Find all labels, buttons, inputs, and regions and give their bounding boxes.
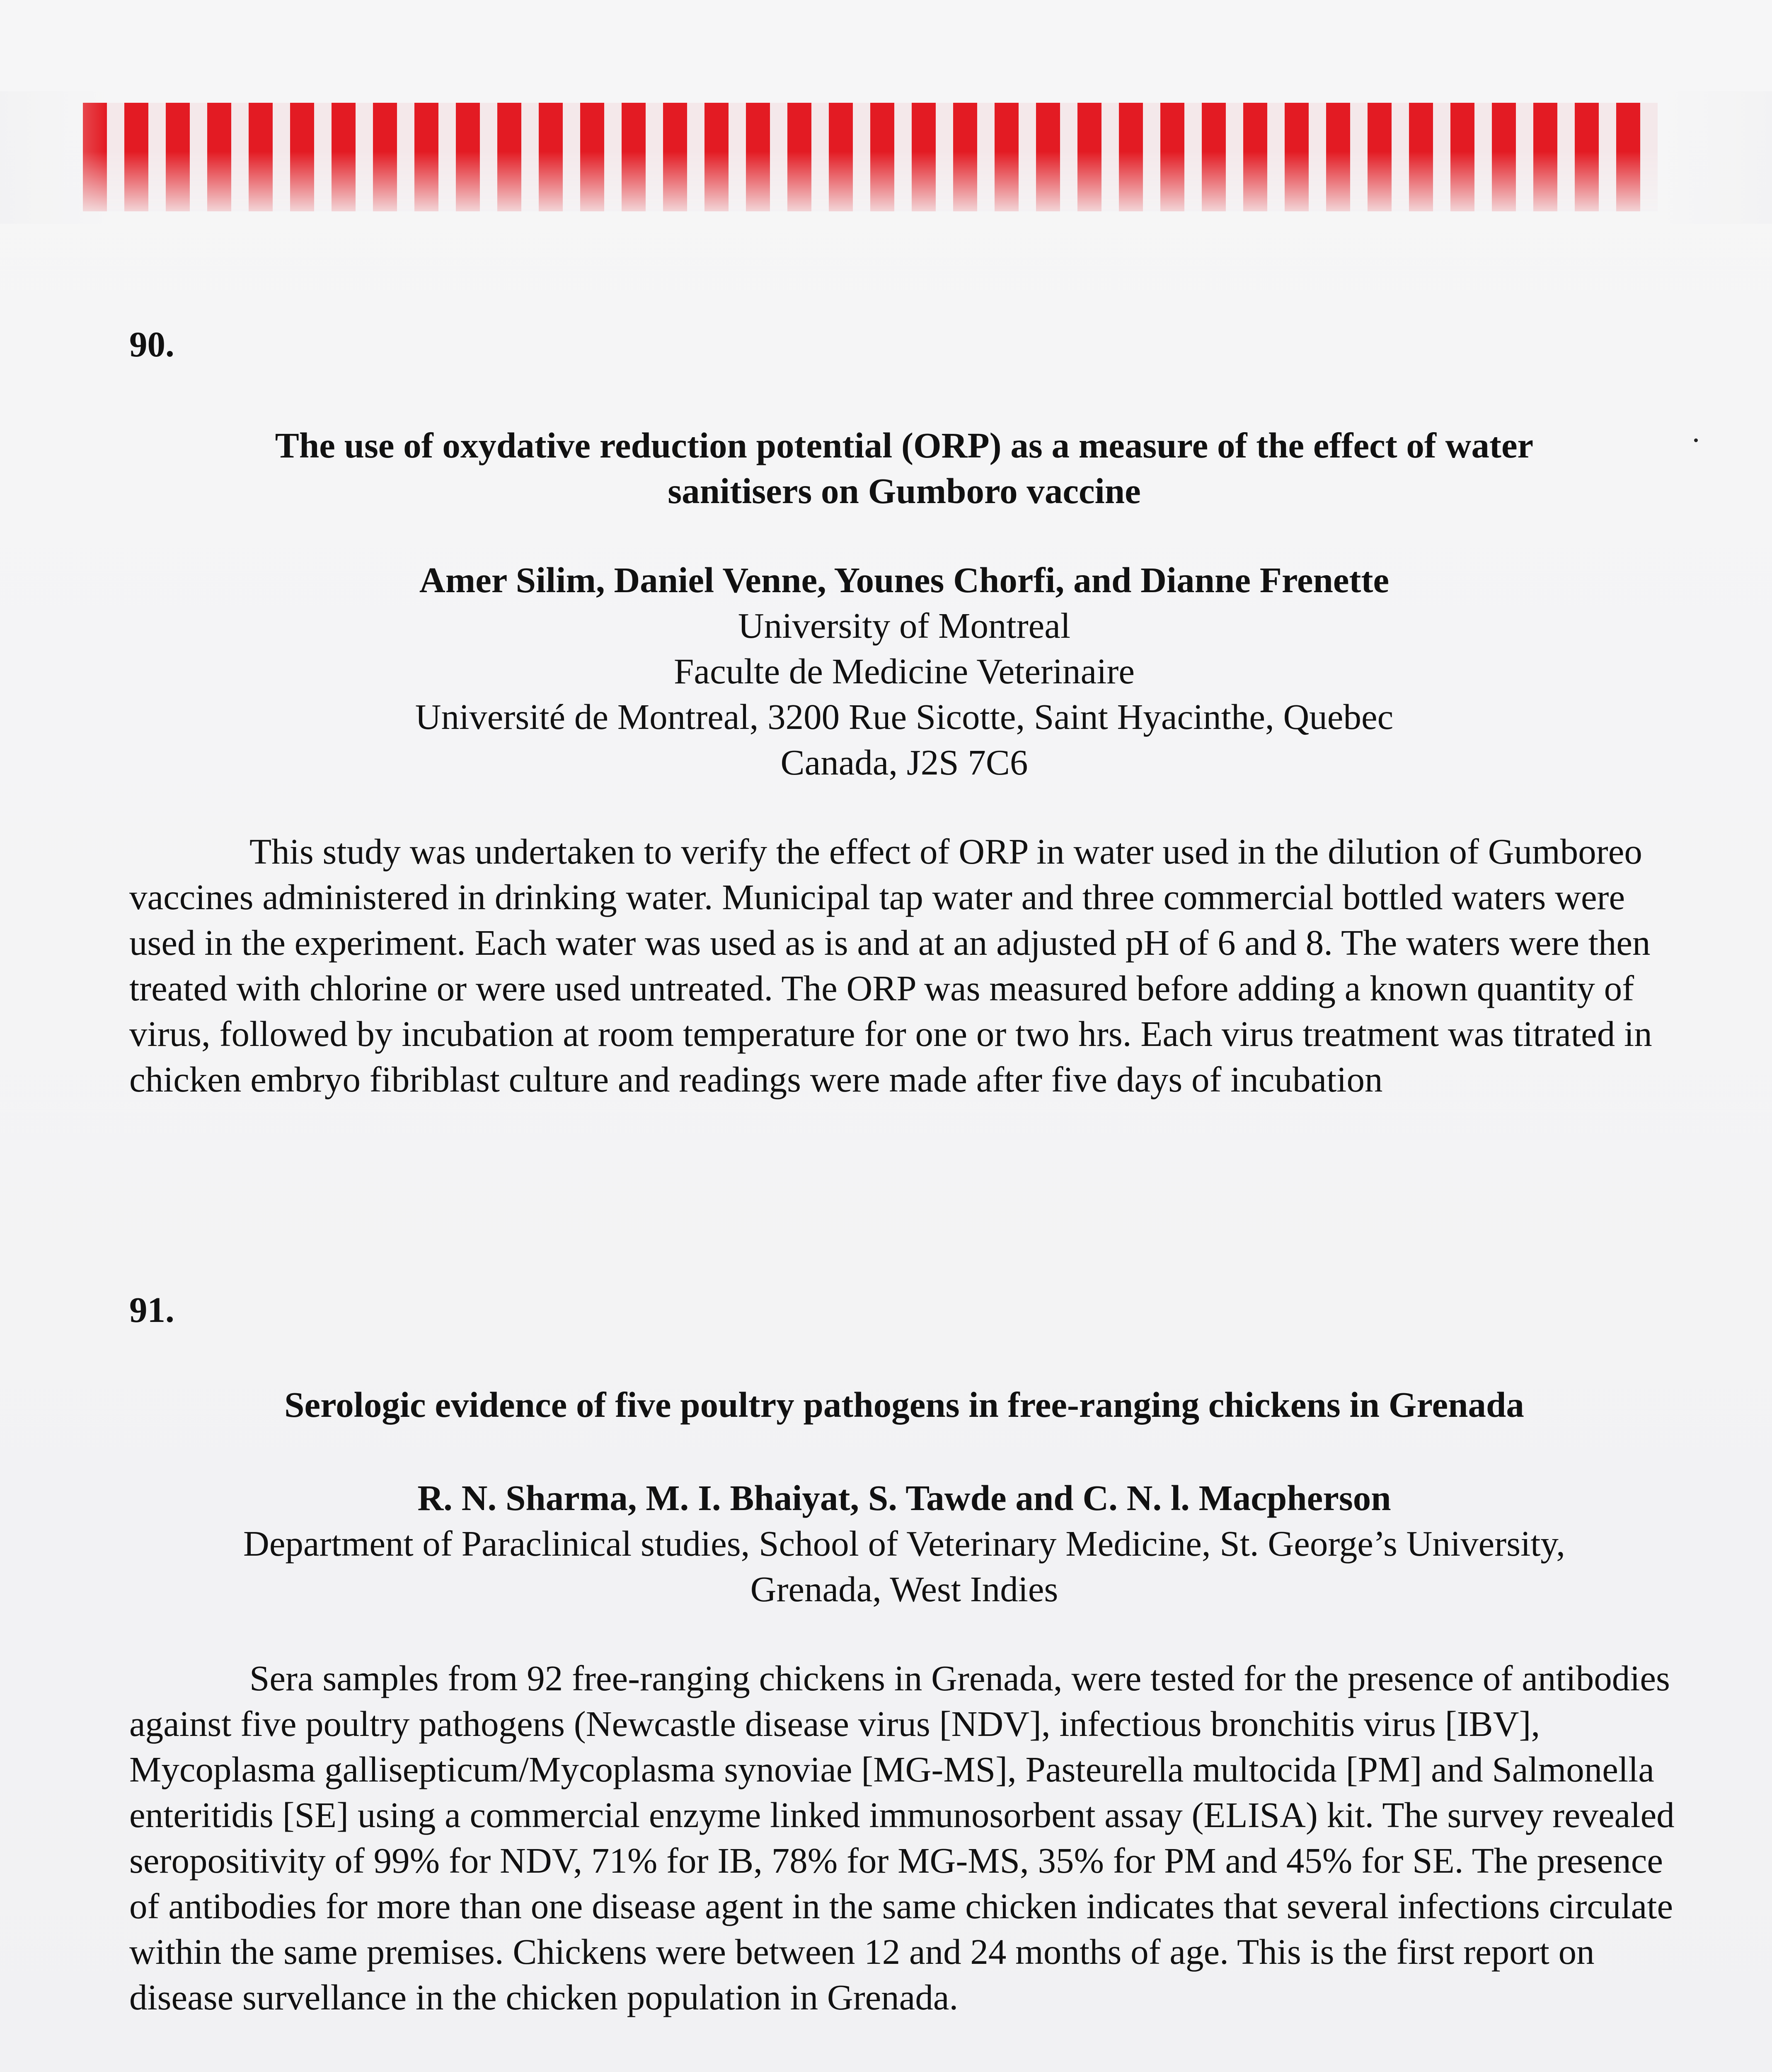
abstract-91-affiliation-line: Department of Paraclinical studies, School of Veterinary Medicine, St. George’s University, xyxy=(243,1523,1566,1564)
abstract-90-title xyxy=(129,423,1679,514)
abstract-90-authors: Amer Silim, Daniel Venne, Younes Chorfi, and Dianne Frenette xyxy=(419,560,1390,600)
abstract-90-body: This study was undertaken to verify the effect of ORP in water used in the dilution of Gumboreo vaccines administered in drinking water. Municipal tap water and three commercial bottled waters were used in the experiment. Each water was used as is and at an adjusted pH of 6 and 8. The waters were then treated with chlorine or were used untreated. The ORP was measured before adding a known quantity of virus, followed by incubation at room temperature for one or two hrs. Each virus treatment was titrated in chicken embryo fibriblast culture and readings were made after five days of incubation xyxy=(129,831,1652,1099)
abstract-90-affiliation-line: Faculte de Medicine Veterinaire xyxy=(673,651,1135,691)
abstract-90-number: 90. xyxy=(129,324,174,364)
abstract-91-authors-block xyxy=(129,1475,1679,1521)
abstract-91-number: 91. xyxy=(129,1290,174,1330)
abstract-90-affiliation-line: Canada, J2S 7C6 xyxy=(780,742,1028,782)
abstract-90-affiliation xyxy=(129,603,1679,785)
abstract-90-body-block xyxy=(129,829,1679,1102)
abstract-90-title-line-2: sanitisers on Gumboro vaccine xyxy=(668,471,1141,511)
abstract-91-body: Sera samples from 92 free-ranging chickens in Grenada, were tested for the presence of antibodies against five poultry pathogens (Newcastle disease virus [NDV], infectious bronchitis virus [IBV], Mycoplasma gallisepticum/Mycoplasma synoviae [MG-MS], Pasteurella multocida [PM] and Salmonella enteritidis [SE] using a commercial enzyme linked immunosorbent assay (ELISA) kit. The survey revealed seropositivity of 99% for NDV, 71% for IB, 78% for MG-MS, 35% for PM and 45% for SE. The presence of antibodies for more than one disease agent in the same chicken indicates that several infections circulate within the same premises. Chickens were between 12 and 24 months of age. This is the first report on disease survellance in the chicken population in Grenada. xyxy=(129,1658,1675,2017)
speck xyxy=(1694,438,1698,442)
abstract-90-title-line-1: The use of oxydative reduction potential (ORP) as a measure of the effect of water xyxy=(275,425,1534,465)
abstract-91-body-block xyxy=(129,1656,1679,2020)
abstract-91-affiliation-line: Grenada, West Indies xyxy=(750,1569,1058,1609)
abstract-90-affiliation-line: University of Montreal xyxy=(738,605,1071,646)
abstract-91-affiliation xyxy=(129,1521,1679,1612)
abstract-91-title: Serologic evidence of five poultry pathogens in free-ranging chickens in Grenada xyxy=(284,1385,1524,1425)
abstract-91-title-block xyxy=(129,1382,1679,1428)
abstract-90-affiliation-line: Université de Montreal, 3200 Rue Sicotte, Saint Hyacinthe, Quebec xyxy=(415,697,1394,737)
abstract-91-authors: R. N. Sharma, M. I. Bhaiyat, S. Tawde and C. N. l. Macpherson xyxy=(417,1478,1391,1518)
abstract-90-authors-block xyxy=(129,557,1679,603)
banner-fade xyxy=(0,91,1772,224)
